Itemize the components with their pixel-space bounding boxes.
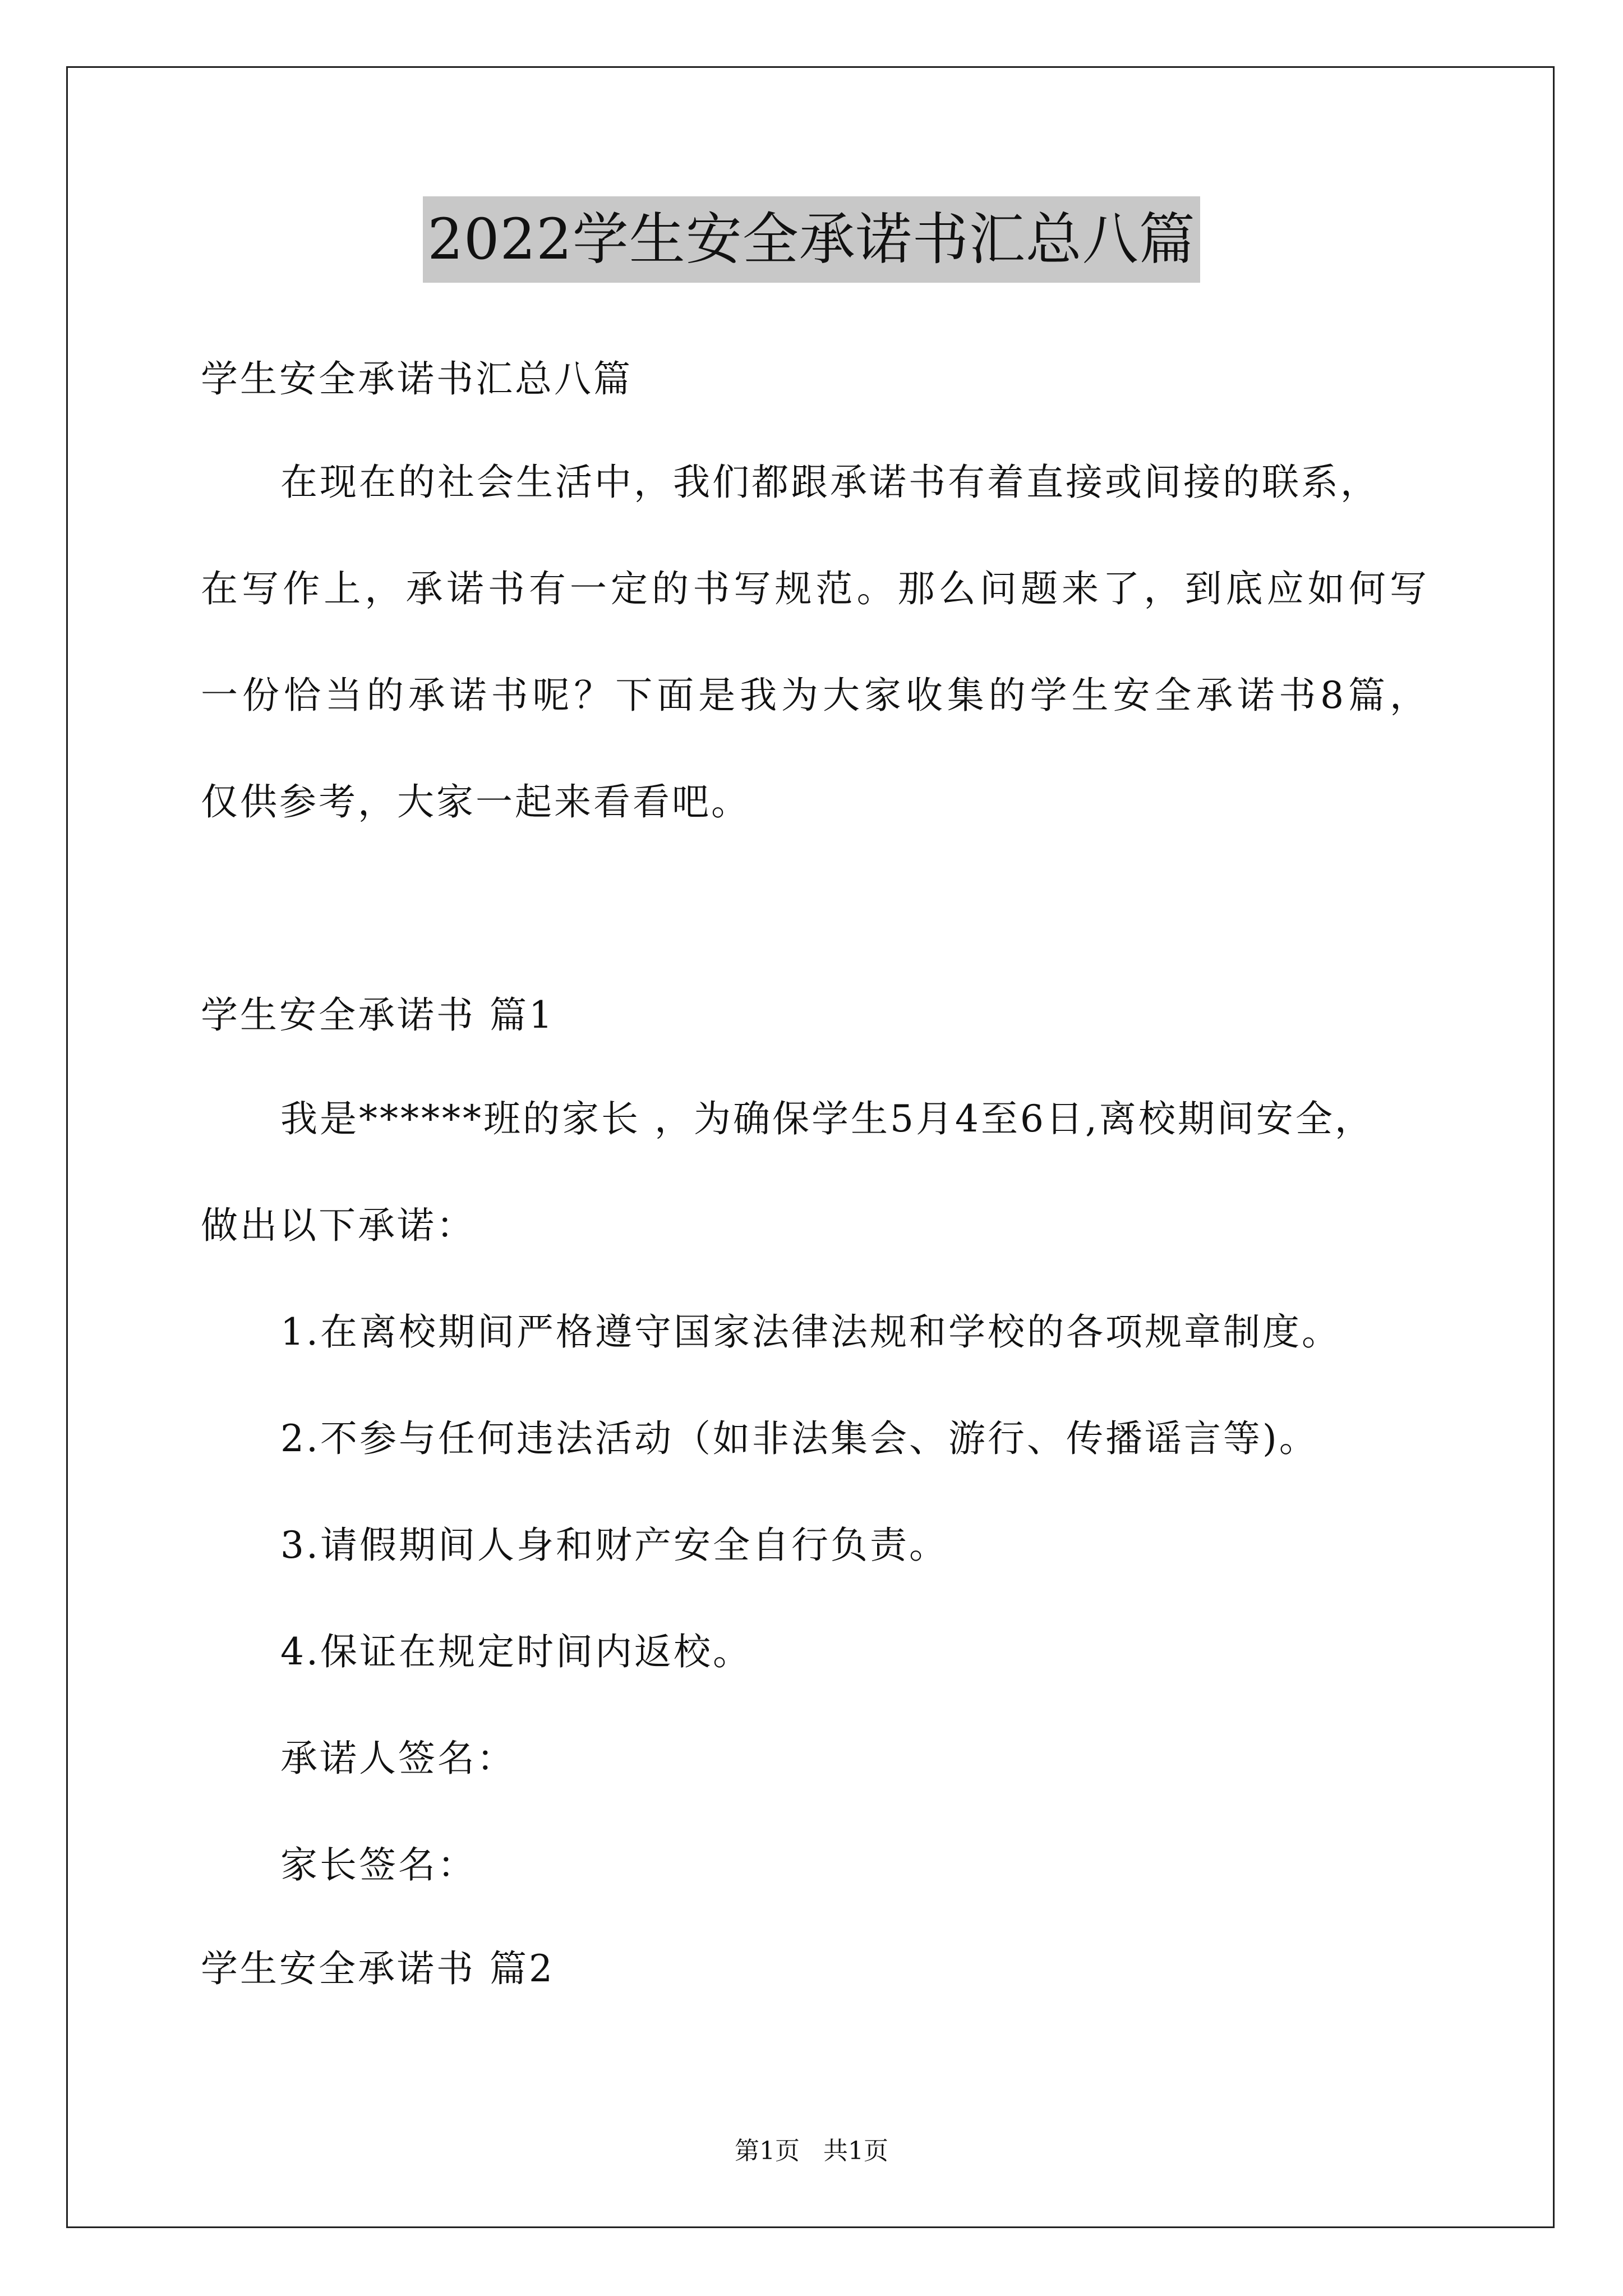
document-title: 2022学生安全承诺书汇总八篇	[423, 196, 1200, 283]
document-subtitle: 学生安全承诺书汇总八篇	[201, 357, 633, 401]
list-item-4: 4.保证在规定时间内返校。	[280, 1630, 752, 1673]
section-1-body-line-2: 做出以下承诺：	[201, 1204, 476, 1247]
list-item-2: 2.不参与任何违法活动（如非法集会、游行、传播谣言等)。	[280, 1417, 1318, 1460]
promiser-signature-label: 承诺人签名：	[280, 1737, 516, 1780]
intro-line-3: 一份恰当的承诺书呢？下面是我为大家收集的学生安全承诺书8篇，	[201, 674, 1429, 717]
list-item-3: 3.请假期间人身和财产安全自行负责。	[280, 1524, 948, 1567]
intro-line-2: 在写作上，承诺书有一定的书写规范。那么问题来了，到底应如何写	[201, 567, 1429, 610]
section-1-body-line-1: 我是******班的家长 ，为确保学生5月4至6日,离校期间安全，	[280, 1097, 1374, 1140]
title-container	[0, 196, 1623, 283]
section-1-heading: 学生安全承诺书 篇1	[201, 993, 555, 1037]
section-2-heading: 学生安全承诺书 篇2	[201, 1947, 555, 1990]
intro-line-1: 在现在的社会生活中，我们都跟承诺书有着直接或间接的联系，	[280, 461, 1380, 504]
list-item-1: 1.在离校期间严格遵守国家法律法规和学校的各项规章制度。	[280, 1310, 1341, 1354]
page-footer: 第1页 共1页	[735, 2137, 888, 2165]
parent-signature-label: 家长签名：	[280, 1843, 477, 1887]
intro-line-4: 仅供参考，大家一起来看看吧。	[201, 780, 750, 823]
